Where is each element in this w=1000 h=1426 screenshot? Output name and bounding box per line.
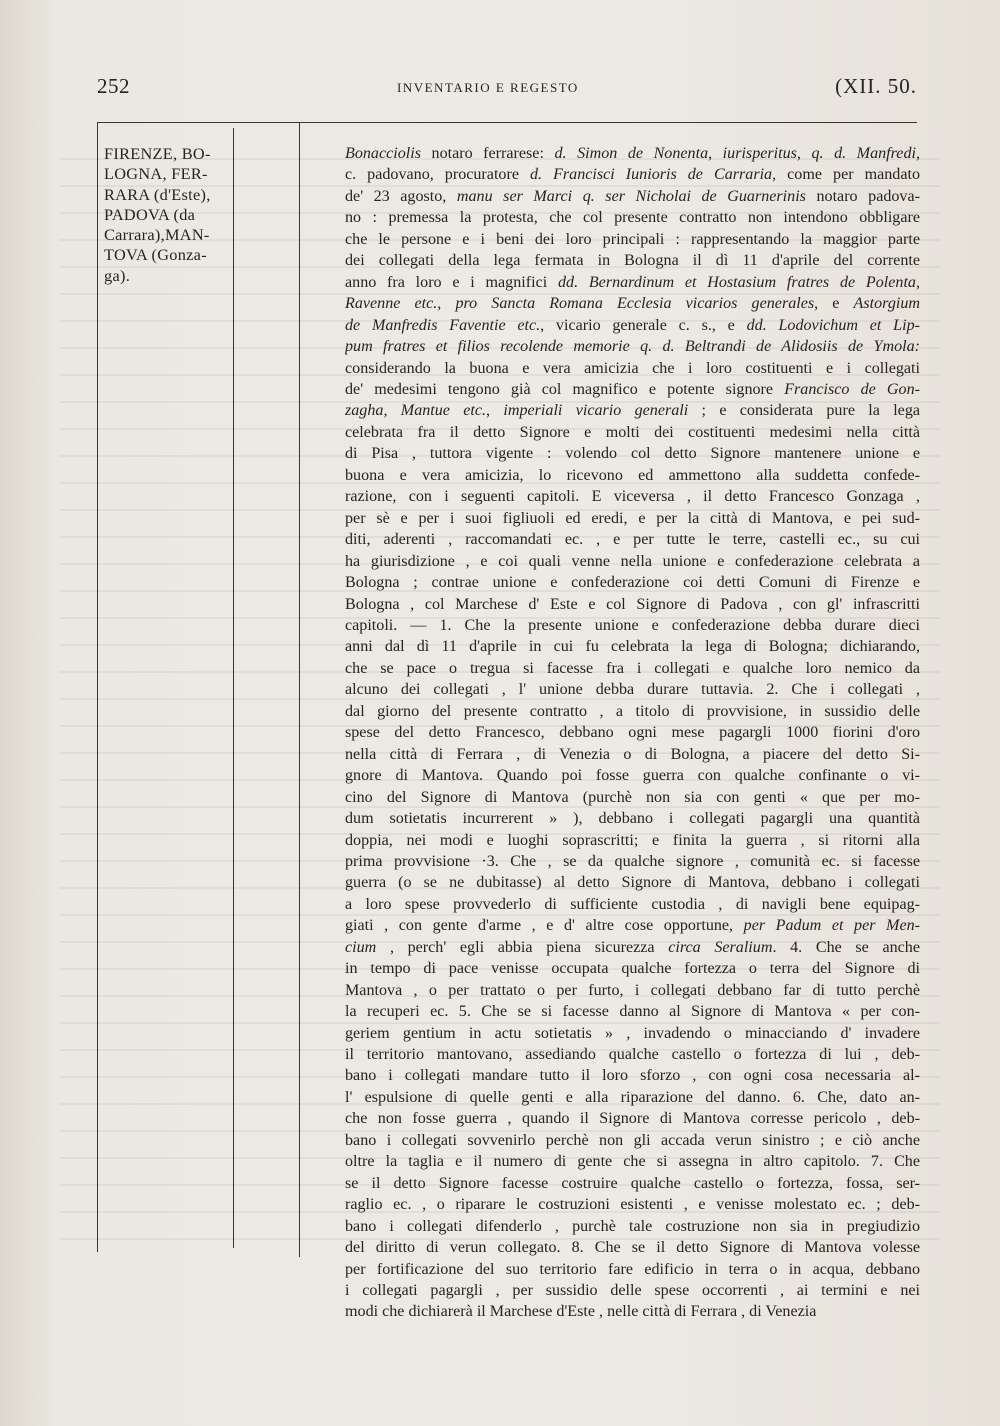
text-line: bano i collegati difenderlo , purchè tale costruzione non sia in pregiudizio <box>345 1217 920 1235</box>
column-rule-middle <box>233 128 234 1248</box>
text-line: prima provvisione ·3. Che , se da qualche signore , comunità ec. si facesse <box>345 852 920 870</box>
text-line: razione, con i seguenti capitoli. E viceversa , il detto Francesco Gonzaga , <box>345 488 920 506</box>
text-line: gnore di Mantova. Quando poi fosse guerra con qualche confinante o vi- <box>345 767 920 785</box>
text-line: che se pace o tregua si facesse fra i collegati e qualche loro nemico da <box>345 659 920 677</box>
text-line: a loro spese provvederlo di sufficiente custodia , di navigli bene equipag- <box>345 895 920 913</box>
text-line: no : premessa la protesta, che col presente contratto non intendono obbligare <box>345 209 920 227</box>
text-line: dal giorno del presente contratto , a titolo di provvisione, in sussidio delle <box>345 702 920 720</box>
text-line: per fortificazione del suo territorio fare edificio in terra o in acqua, debbano <box>345 1260 920 1278</box>
text-line: bano i collegati mandare tutto il loro sforzo , con ogni cosa necessaria al- <box>345 1067 920 1085</box>
text-line: dei collegati della lega fermata in Bologna il dì 11 d'aprile del corrente <box>345 252 920 270</box>
page-header <box>97 74 917 104</box>
text-line: l' espulsione di quelle genti e alla riparazione del danno. 6. Che, dato an- <box>345 1088 920 1106</box>
text-line: capitoli. — 1. Che la presente unione e confederazione debba durare dieci <box>345 616 920 634</box>
text-line: cino del Signore di Mantova (purchè non sia con genti « que per mo- <box>345 788 920 806</box>
text-line: anni dal dì 11 d'aprile in cui fu celebrata la lega di Bologna; dichiarando, <box>345 638 920 656</box>
text-line: cium , perch' egli abbia piena sicurezza circa Seralium. 4. Che se anche <box>345 938 920 956</box>
text-line: di Pisa , tuttora vigente : volendo col detto Signore mantenere unione e <box>345 445 920 463</box>
text-line: Ravenne etc., pro Sancta Romana Ecclesia vicarios generales, e Astorgium <box>345 295 920 313</box>
running-title: INVENTARIO E REGESTO <box>397 80 579 95</box>
section-reference: (XII. 50. <box>835 74 917 98</box>
text-line: raglio ec. , o riparare le costruzioni esistenti , e venisse molestato ec. ; deb- <box>345 1196 920 1214</box>
text-line: Bonacciolis notaro ferrarese: d. Simon de Nonenta, iurisperitus, q. d. Manfredi, <box>345 145 920 162</box>
text-line: considerando la buona e vera amicizia che i loro costituenti e i collegati <box>345 359 920 377</box>
text-line: nella città di Ferrara , di Venezia o di Bologna, a piacere del detto Si- <box>345 745 920 763</box>
text-line: c. padovano, procuratore d. Francisci Iunioris de Carraria, come per mandato <box>345 166 920 184</box>
text-line: geriem gentium in actu sotietatis » , invadendo o minacciando d' invadere <box>345 1024 920 1042</box>
text-line: oltre la taglia e il numero di gente che si assegna in altro capitolo. 7. Che <box>345 1153 920 1171</box>
text-line: per sè e per i suoi figliuoli ed eredi, e per la città di Mantova, e pei sud- <box>345 509 920 527</box>
text-line: che non fosse guerra , quando il Signore di Mantova corresse pericolo , deb- <box>345 1110 920 1128</box>
page-number: 252 <box>97 74 130 98</box>
column-rule-left <box>97 122 98 1252</box>
text-line: pum fratres et filios recolende memorie q. d. Beltrandi de Alidosiis de Ymola: <box>345 338 920 356</box>
text-line: guerra (o se ne dubitasse) al detto Signore di Mantova, debbano i collegati <box>345 874 920 892</box>
place-line: RARA (d'Este), <box>104 184 211 204</box>
text-line: de Manfredis Faventie etc., vicario generale c. s., e dd. Lodovichum et Lip- <box>345 316 920 334</box>
places-column <box>104 144 232 286</box>
text-line: celebrata fra il detto Signore e molti dei costituenti medesimi nella città <box>345 423 920 441</box>
place-line: FIRENZE, BO- <box>104 144 211 163</box>
place-line: LOGNA, FER- <box>104 164 208 184</box>
column-rule-right <box>299 122 300 1257</box>
text-line: buona e vera amicizia, lo ricevono ed ammettono alla suddetta confede- <box>345 466 920 484</box>
text-line: zagha, Mantue etc., imperiali vicario generali ; e considerata pure la lega <box>345 402 920 420</box>
text-line: bano i collegati sovvenirlo perchè non gli accada verun sinistro ; e ciò anche <box>345 1131 920 1149</box>
text-line: alcuno dei collegati , l' unione debba durare tuttavia. 2. Che i collegati , <box>345 681 920 699</box>
regesto-text <box>345 143 920 1323</box>
text-line: il territorio mantovano, assediando qualche castello o fortezza di lui , deb- <box>345 1046 920 1064</box>
place-line: Carrara),MAN- <box>104 225 210 245</box>
text-line: spese del detto Francesco, debbano ogni mese pagargli 1000 fiorini d'oro <box>345 724 920 742</box>
place-line: ga). <box>104 265 131 285</box>
text-line: Mantova , o per trattato o per furto, i collegati debbano far di tutto perchè <box>345 981 920 999</box>
text-line: che le persone e i beni dei loro principali : rappresentando la maggior parte <box>345 230 920 248</box>
text-line: anno fra loro e i magnifici dd. Bernardinum et Hostasium fratres de Polenta, <box>345 273 920 291</box>
text-line: de' medesimi tengono già col magnifico e potente signore Francisco de Gon- <box>345 380 920 398</box>
text-line: modi che dichiarerà il Marchese d'Este , nelle città di Ferrara , di Venezia <box>345 1303 817 1321</box>
text-line: Bologna , col Marchese d' Este e col Signore di Padova , con gl' infrascritti <box>345 595 920 613</box>
text-line: ha giurisdizione , e coi quali venne nella unione e confederazione celebrata a <box>345 552 920 570</box>
text-line: diti, aderenti , raccomandati ec. , e per tutte le terre, castelli ec., su cui <box>345 531 920 549</box>
text-line: la recuperi ec. 5. Che se si facesse danno al Signore di Mantova « per con- <box>345 1003 920 1021</box>
text-line: doppia, nei modi e luoghi soprascritti; e finita la guerra , si ritorni alla <box>345 831 920 849</box>
place-line: PADOVA (da <box>104 204 196 224</box>
text-line: giati , con gente d'arme , e d' altre cose opportune, per Padum et per Men- <box>345 917 920 935</box>
text-line: in tempo di pace venisse occupata qualche fortezza o terra del Signore di <box>345 960 920 978</box>
place-line: TOVA (Gonza- <box>104 245 207 265</box>
text-line: dum sotietatis incurrerent » ), debbano i collegati pagargli una quantità <box>345 810 920 828</box>
text-line: se il detto Signore facesse costruire qualche castello o fortezza, fossa, ser- <box>345 1174 920 1192</box>
text-line: i collegati pagargli , per sussidio delle spese occorrenti , ai termini e nei <box>345 1282 920 1300</box>
text-line: del diritto di verun collegato. 8. Che se il detto Signore di Mantova volesse <box>345 1239 920 1257</box>
text-line: Bologna ; contrae unione e confederazione coi detti Comuni di Firenze e <box>345 574 920 592</box>
header-rule <box>97 122 917 123</box>
text-line: de' 23 agosto, manu ser Marci q. ser Nicholai de Guarnerinis notaro padova- <box>345 187 920 205</box>
